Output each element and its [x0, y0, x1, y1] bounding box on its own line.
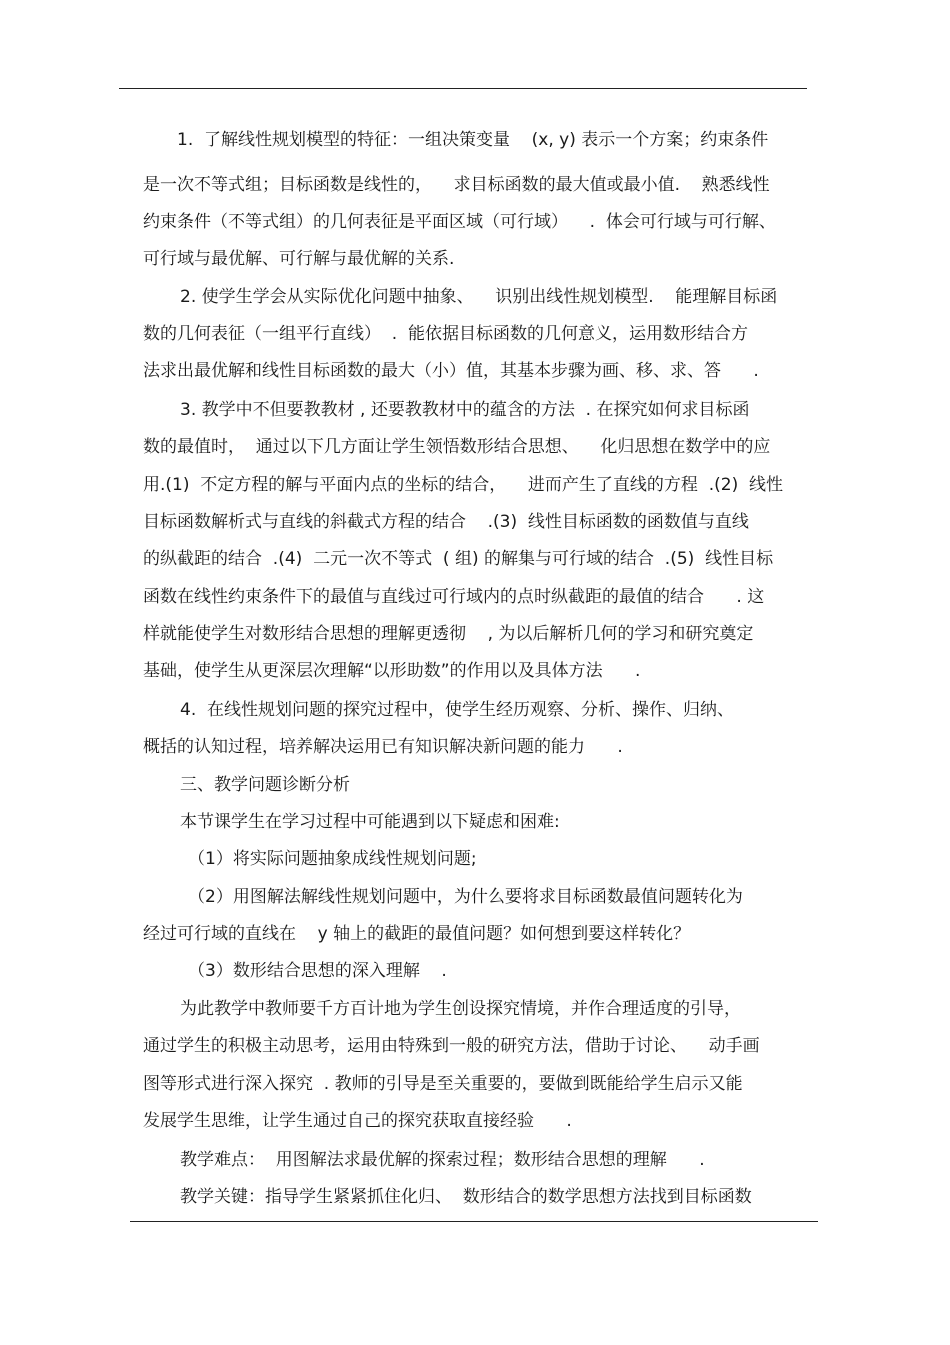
- text-line: 4. 在线性规划问题的探究过程中，使学生经历观察、分析、操作、归纳、: [180, 700, 735, 720]
- footer-rule: [130, 1221, 818, 1222]
- text-line: 的纵截距的结合 .(4) 二元一次不等式 ( 组) 的解集与可行域的结合 .(5) 线性目标: [143, 549, 774, 569]
- text-line: 约束条件（不等式组）的几何表征是平面区域（可行域） . 体会可行域与可行解、: [143, 212, 776, 232]
- text-line: 目标函数解析式与直线的斜截式方程的结合 .(3) 线性目标函数的函数值与直线: [143, 512, 749, 532]
- text-line: 3. 教学中不但要教教材 , 还要教教材中的蕴含的方法 . 在探究如何求目标函: [180, 400, 750, 420]
- list-item: （2）用图解法解线性规划问题中，为什么要将求目标函数最值问题转化为: [188, 887, 743, 907]
- section-heading: 三、教学问题诊断分析: [180, 775, 350, 795]
- list-item: （1）将实际问题抽象成线性规划问题;: [188, 849, 477, 869]
- text-line: 数的几何表征（一组平行直线） . 能依据目标函数的几何意义，运用数形结合方: [143, 324, 749, 344]
- text-line: 为此教学中教师要千方百计地为学生创设探究情境，并作合理适度的引导，: [180, 999, 741, 1019]
- text-line: 用.(1) 不定方程的解与平面内点的坐标的结合， 进而产生了直线的方程 .(2) 线性: [143, 475, 784, 495]
- text-line: 基础，使学生从更深层次理解“以形助数”的作用以及具体方法 .: [143, 661, 641, 681]
- text-line: 样就能使学生对数形结合思想的理解更透彻 , 为以后解析几何的学习和研究奠定: [143, 624, 754, 644]
- text-line: 可行域与最优解、可行解与最优解的关系.: [143, 249, 455, 269]
- header-rule: [119, 88, 807, 89]
- text-line: 发展学生思维，让学生通过自己的探究获取直接经验 .: [143, 1111, 572, 1131]
- text-line: 1. 了解线性规划模型的特征：一组决策变量 (x, y) 表示一个方案；约束条件: [177, 130, 769, 150]
- text-line: 图等形式进行深入探究 . 教师的引导是至关重要的，要做到既能给学生启示又能: [143, 1074, 743, 1094]
- list-item: （3）数形结合思想的深入理解 .: [188, 961, 447, 981]
- text-line: 函数在线性约束条件下的最值与直线过可行域内的点时纵截距的最值的结合 . 这: [143, 587, 765, 607]
- text-line: 是一次不等式组；目标函数是线性的， 求目标函数的最大值或最小值. 熟悉线性: [143, 175, 770, 195]
- text-line: 本节课学生在学习过程中可能遇到以下疑虑和困难:: [180, 812, 560, 832]
- text-line: 通过学生的积极主动思考，运用由特殊到一般的研究方法，借助于讨论、 动手画: [143, 1036, 760, 1056]
- text-line: 教学难点： 用图解法求最优解的探索过程；数形结合思想的理解 .: [180, 1150, 705, 1170]
- text-line: 数的最值时， 通过以下几方面让学生领悟数形结合思想、 化归思想在数学中的应: [143, 437, 771, 457]
- text-line: 法求出最优解和线性目标函数的最大（小）值，其基本步骤为画、移、求、答 .: [143, 361, 759, 381]
- text-line: 2. 使学生学会从实际优化问题中抽象、 识别出线性规划模型. 能理解目标函: [180, 287, 778, 307]
- text-line: 经过可行域的直线在 y 轴上的截距的最值问题？如何想到要这样转化？: [143, 924, 691, 944]
- text-line: 教学关键：指导学生紧紧抓住化归、 数形结合的数学思想方法找到目标函数: [180, 1187, 752, 1207]
- text-line: 概括的认知过程，培养解决运用已有知识解决新问题的能力 .: [143, 737, 623, 757]
